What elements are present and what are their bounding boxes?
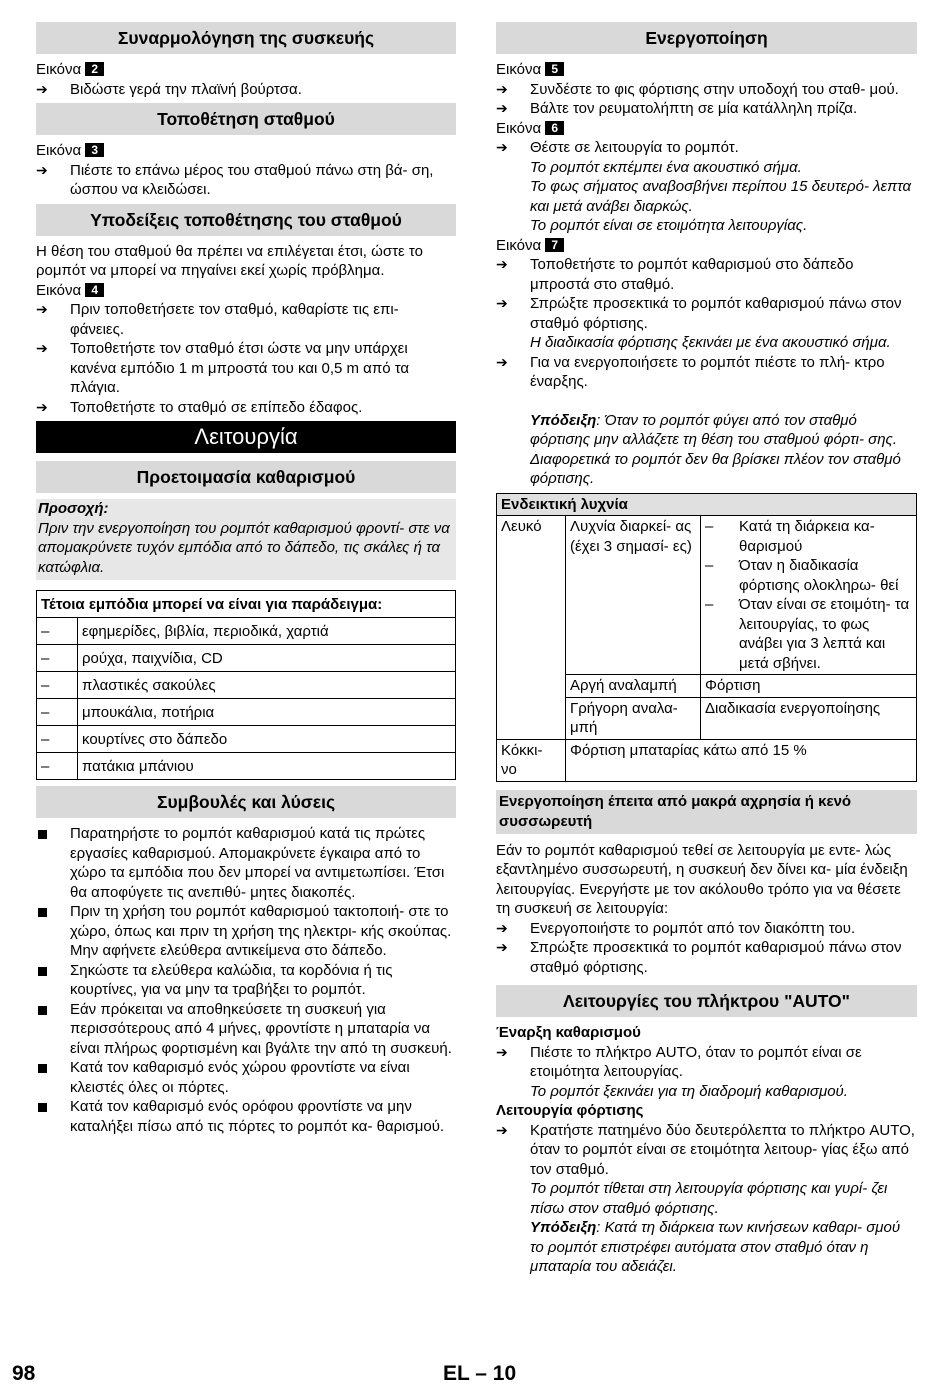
instruction-step: ➔ Βιδώστε γερά την πλαϊνή βούρτσα. [36,80,302,98]
instruction-step: ➔ Συνδέστε το φις φόρτισης στην υποδοχή του σταθ- μού. [496,80,899,98]
arrow-icon: ➔ [36,340,48,356]
hint-note: Υπόδειξη: Όταν το ρομπότ φύγει από τον σταθμό φόρτισης μην αλλάζετε τη θέση του σταθμού φόρτι- σης. Διαφορετικά το ρομπότ δεν θα βρίσκει πλέον τον σταθμό φόρτισης. [530,411,901,487]
figure-ref: Εικόνα 2 [36,60,456,80]
arrow-icon: ➔ [496,256,508,272]
arrow-icon: ➔ [496,139,508,155]
page-number: 98 [12,1362,36,1385]
station-tips-text: Η θέση του σταθμού θα πρέπει να επιλέγεται έτσι, ώστε το ρομπότ να μπορεί να πηγαίνει εκεί χωρίς πρόβλημα. [36,242,423,279]
instruction-step: ➔ Ενεργοποιήστε το ρομπότ από τον διακόπτη του. [496,919,856,937]
instruction-step: ➔ Κρατήστε πατημένο δύο δευτερόλεπτα το πλήκτρο AUTO, όταν το ρομπότ είναι σε ετοιμότητα λειτουρ- γίας έξω από τον σταθμό. Το ρομπότ τίθεται στη λειτουργία φόρτισης και γυρί- ζει πίσω στον σταθμό φόρτισης. Υπόδειξη: Κατά τη διάρκεια των κινήσεων καθαρι- σμού το ρομπότ επιστρέφει αυτόματα στον σταθμό όταν η μπαταρία του αδειάζει. [496,1121,917,1277]
bullet-square-icon [38,830,47,839]
indicator-light-table [496,493,917,782]
figure-number-badge: 4 [85,283,104,297]
arrow-icon: ➔ [36,80,48,97]
charging-mode-title: Λειτουργία φόρτισης [496,1102,644,1119]
caution-title: Προσοχή: [38,500,109,517]
table-row: Γρήγορη αναλα- μπή Διαδικασία ενεργοποίησης [497,697,917,739]
figure-ref: Εικόνα 5 [496,60,917,80]
table-row: – εφημερίδες, βιβλία, περιοδικά, χαρτιά [37,618,456,645]
figure-number-badge: 5 [545,62,564,76]
hint-note: Υπόδειξη: Κατά τη διάρκεια των κινήσεων καθαρι- σμού το ρομπότ επιστρέφει αυτόματα στον σταθμό όταν η μπαταρία του αδειάζει. [530,1219,901,1275]
figure-ref: Εικόνα 4 [36,281,456,301]
long-idle-text: Εάν το ρομπότ καθαρισμού τεθεί σε λειτουργία με εντε- λώς εξαντλημένο συσσωρευτή, η συσκευή δεν δίνει κα- μία ένδειξη λειτουργίας. Ενεργήστε με τον ακόλουθο τρόπο για να θέσετε τη συσκευή σε λειτουργία: [496,841,908,917]
list-item: Κατά τον καθαρισμό ενός ορόφου φροντίστε να μην καταλήξει πίσω από τις πόρτες το ρομπότ κα- θαρισμού. [36,1097,456,1136]
list-item: – Κατά τη διάρκεια κα- θαρισμού [705,518,875,555]
long-idle-heading: Ενεργοποίηση έπειτα από μακρά αχρησία ή κενό συσσωρευτή [496,790,917,834]
instruction-step: ➔ Σπρώξτε προσεκτικά το ρομπότ καθαρισμού πάνω στον σταθμό φόρτισης. Η διαδικασία φόρτισης ξεκινάει με ένα ακουστικό σήμα. [496,294,917,353]
arrow-icon: ➔ [496,353,508,370]
result-note: Το ρομπότ ξεκινάει για τη διαδρομή καθαρισμού. [530,1082,848,1100]
instruction-step: ➔ Σπρώξτε προσεκτικά το ρομπότ καθαρισμού πάνω στον σταθμό φόρτισης. [496,939,902,976]
left-column [36,22,456,1136]
figure-number-badge: 2 [85,62,104,76]
arrow-icon: ➔ [36,301,48,317]
instruction-step: ➔ Τοποθετήστε τον σταθμό έτσι ώστε να μην υπάρχει κανένα εμπόδιο 1 m μπροστά του και 0,5 m από τα πλάγια. [36,340,410,396]
list-item: – Όταν είναι σε ετοιμότη- τα λειτουργίας, το φως ανάβει για 3 λεπτά και μετά σβήνει. [705,596,910,672]
language-page-code: EL – 10 [443,1362,517,1385]
bullet-square-icon [38,908,47,917]
figure-number-badge: 7 [545,238,564,252]
bullet-square-icon [38,1064,47,1073]
bullet-square-icon [38,967,47,976]
station-heading: Τοποθέτηση σταθμού [36,103,456,135]
operation-heading: Λειτουργία [36,421,456,453]
instruction-step: ➔ Πιέστε το πλήκτρο AUTO, όταν το ρομπότ είναι σε ετοιμότητα λειτουργίας. Το ρομπότ ξεκινάει για τη διαδρομή καθαρισμού. [496,1043,917,1102]
result-note: Η διαδικασία φόρτισης ξεκινάει με ένα ακουστικό σήμα. [530,334,891,351]
figure-ref: Εικόνα 7 [496,236,917,256]
instruction-step: ➔ Πριν τοποθετήσετε τον σταθμό, καθαρίστε τις επι- φάνειες. [36,301,399,338]
figure-ref: Εικόνα 3 [36,141,456,161]
arrow-icon: ➔ [36,161,48,178]
tips-heading: Συμβουλές και λύσεις [36,786,456,818]
caution-text: Πριν την ενεργοποίηση του ρομπότ καθαρισμού φροντί- στε να απομακρύνετε τυχόν εμπόδια από το δάπεδο, τις σκάλες ή τα κατώφλια. [38,519,450,576]
list-item: Κατά τον καθαρισμό ενός χώρου φροντίστε να είναι κλειστές όλες οι πόρτες. [36,1058,456,1097]
list-item: Πριν τη χρήση του ρομπότ καθαρισμού τακτοποιή- στε το χώρο, όπως και πριν τη χρήση της ηλεκτρι- κής σκούπας. Μην αφήνετε ελεύθερα αντικείμενα στο δάπεδο. [36,902,456,961]
arrow-icon: ➔ [36,398,48,415]
result-note: Το φως σήματος αναβοσβήνει περίπου 15 δευτερό- λεπτα και μετά ανάβει διαρκώς. [530,178,912,215]
list-item: Σηκώστε τα ελεύθερα καλώδια, τα κορδόνια ή τις κουρτίνες, για να μην τα τραβήξει το ρομπότ. [36,961,456,1000]
list-item: – Όταν η διαδικασία φόρτισης ολοκληρω- θεί [705,557,899,594]
list-item: Εάν πρόκειται να αποθηκεύσετε τη συσκευή για περισσότερους από 4 μήνες, φροντίστε η μπαταρία να είναι πλήρως φορτισμένη και βγάλτε την από τη συσκευή. [36,1000,456,1059]
table-row: Αργή αναλαμπή Φόρτιση [497,675,917,698]
assembly-heading: Συναρμολόγηση της συσκευής [36,22,456,54]
table-row: – πατάκια μπάνιου [37,753,456,780]
obstacles-table [36,590,456,780]
list-item: Παρατηρήστε το ρομπότ καθαρισμού κατά τις πρώτες εργασίες καθαρισμού. Απομακρύνετε έγκαιρα από το χώρο τα εμπόδια που δεν μπορεί να αντιμετωπίσει. Έτσι θα αποφύγετε τις ανεπιθύ- μητες διακοπές. [36,824,456,902]
instruction-step: ➔ Πιέστε το επάνω μέρος του σταθμού πάνω στη βά- ση, ώσπου να κλειδώσει. [36,161,434,198]
instruction-step: ➔ Για να ενεργοποιήσετε το ρομπότ πιέστε το πλή- κτρο έναρξης. [496,353,885,390]
arrow-icon: ➔ [496,1121,508,1138]
instruction-step: ➔ Βάλτε τον ρευματολήπτη σε μία κατάλληλη πρίζα. [496,100,858,117]
figure-number-badge: 6 [545,121,564,135]
figure-ref: Εικόνα 6 [496,119,917,139]
table-row: – κουρτίνες στο δάπεδο [37,726,456,753]
arrow-icon: ➔ [496,80,508,97]
bullet-square-icon [38,1006,47,1015]
table-row: – πλαστικές σακούλες [37,672,456,699]
obstacles-table-header: Τέτοια εμπόδια μπορεί να είναι για παράδειγμα: [37,591,456,618]
indicator-table-header: Ενδεικτική λυχνία [497,493,917,516]
figure-number-badge: 3 [85,143,104,157]
table-row: – μπουκάλια, ποτήρια [37,699,456,726]
instruction-step: ➔ Τοποθετήστε το σταθμό σε επίπεδο έδαφος. [36,398,363,416]
arrow-icon: ➔ [496,939,508,955]
preparation-heading: Προετοιμασία καθαρισμού [36,461,456,493]
arrow-icon: ➔ [496,919,508,936]
result-note: Το ρομπότ εκπέμπει ένα ακουστικό σήμα. [530,158,802,176]
auto-key-heading: Λειτουργίες του πλήκτρου "AUTO" [496,985,917,1017]
result-note: Το ρομπότ είναι σε ετοιμότητα λειτουργίας. [530,217,808,234]
table-row: – ρούχα, παιχνίδια, CD [37,645,456,672]
station-tips-heading: Υποδείξεις τοποθέτησης του σταθμού [36,204,456,236]
instruction-step: ➔ Τοποθετήστε το ρομπότ καθαρισμού στο δάπεδο μπροστά στο σταθμό. [496,256,854,293]
instruction-step: ➔ Θέστε σε λειτουργία το ρομπότ. Το ρομπότ εκπέμπει ένα ακουστικό σήμα. Το φως σήματος αναβοσβήνει περίπου 15 δευτερό- λεπτα και μετά ανάβει διαρκώς. Το ρομπότ είναι σε ετοιμότητα λειτουργίας. [496,138,917,236]
start-cleaning-title: Έναρξη καθαρισμού [496,1024,641,1041]
table-row: Κόκκι- νο Φόρτιση μπαταρίας κάτω από 15 % [497,739,917,781]
arrow-icon: ➔ [496,1043,508,1060]
arrow-icon: ➔ [496,295,508,311]
bullet-square-icon [38,1103,47,1112]
right-column [496,22,917,1277]
result-note: Το ρομπότ τίθεται στη λειτουργία φόρτισης και γυρί- ζει πίσω στον σταθμό φόρτισης. [530,1180,888,1217]
table-row: Λευκό Λυχνία διαρκεί- ας (έχει 3 σημασί- ες) – Κατά τη διάρκεια κα- θαρισμού – Όταν η διαδικασία φόρτισης ολοκληρω- θεί – Όταν είναι σε ετοιμότη- τα λειτουργίας, το φως ανάβει για 3 λεπτά και μετά σβήνει. [497,516,917,675]
activation-heading: Ενεργοποίηση [496,22,917,54]
caution-box [36,499,456,580]
arrow-icon: ➔ [496,100,508,116]
